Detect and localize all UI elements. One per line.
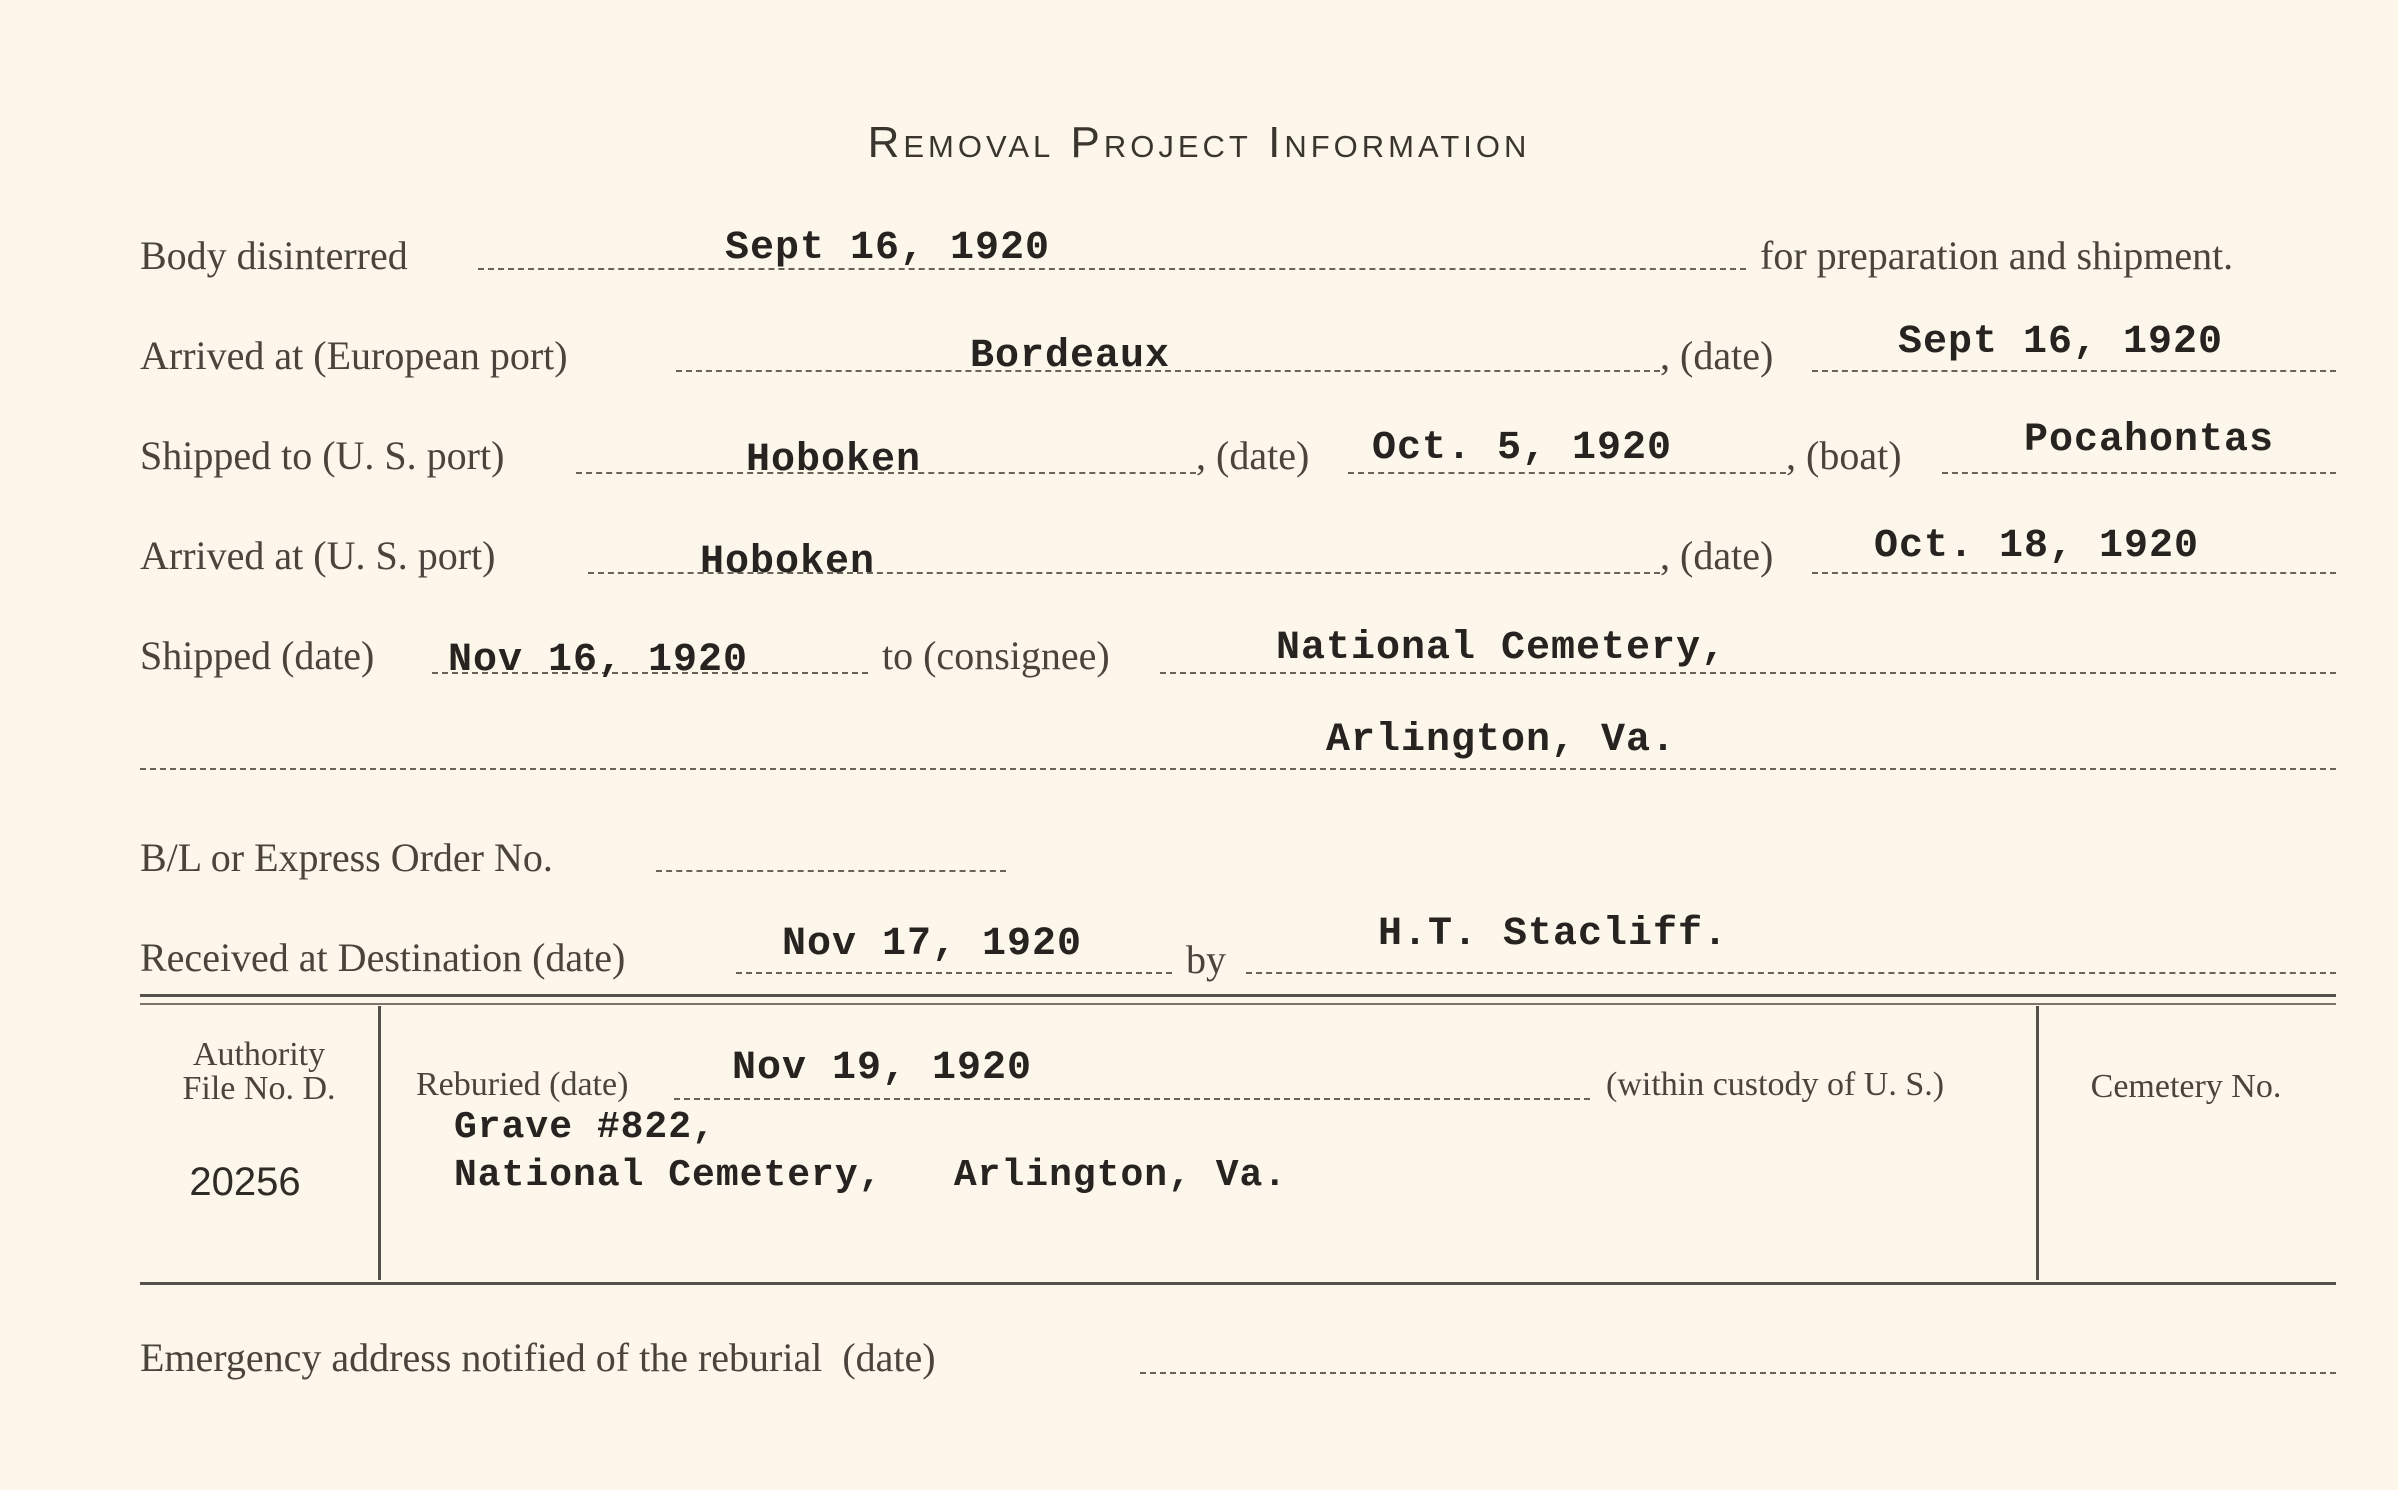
grave-number: Grave #822, [454,1106,716,1149]
arrived-us-port: Hoboken [700,540,876,585]
shipped-us-boat-line [1942,472,2336,474]
custody-label: (within custody of U. S.) [1606,1066,1945,1103]
received-by-line [1246,972,2336,974]
disinterred-label: Body disinterred [140,233,408,278]
arrived-europe-label: Arrived at (European port) [140,333,568,378]
consignee-line [1160,672,2336,674]
emergency-label: Emergency address notified of the reburial (date) [140,1335,936,1380]
received-date: Nov 17, 1920 [782,922,1083,967]
box-top-rule-inner [140,1003,2336,1005]
arrived-us-date: Oct. 18, 1920 [1874,524,2200,569]
received-by-label: by [1186,937,1226,982]
received-label: Received at Destination (date) [140,935,626,980]
reburied-label: Reburied (date) [416,1066,629,1103]
box-divider-right [2036,1006,2039,1280]
box-bottom-rule [140,1282,2336,1285]
authority-label-1: Authority [192,1036,326,1073]
arrived-europe-date: Sept 16, 1920 [1898,320,2224,365]
grave-location: National Cemetery, Arlington, Va. [454,1154,1288,1197]
shipped-us-boat: Pocahontas [2024,418,2275,463]
consignee-line-2 [140,768,2336,770]
reburied-date: Nov 19, 1920 [732,1046,1033,1091]
cemetery-no-label: Cemetery No. [2090,1068,2282,1105]
shipped-date: Nov 16, 1920 [448,638,749,683]
consignee-name: National Cemetery, [1276,626,1727,671]
shipped-us-boat-label: , (boat) [1786,433,1902,478]
authority-file-number: 20256 [189,1160,301,1204]
box-divider-left [378,1006,381,1280]
shipped-us-port: Hoboken [746,438,922,483]
bl-line [656,870,1006,872]
received-by: H.T. Stacliff. [1378,912,1729,957]
shipped-label: Shipped (date) [140,633,375,678]
arrived-us-label: Arrived at (U. S. port) [140,533,496,578]
arrived-us-date-line [1812,572,2336,574]
shipped-us-date-line [1348,472,1786,474]
reburied-line [674,1098,1590,1100]
consignee-location: Arlington, Va. [1326,718,1677,763]
shipped-us-date: Oct. 5, 1920 [1372,426,1673,471]
shipped-us-date-label: , (date) [1196,433,1310,478]
consignee-label: to (consignee) [882,633,1110,678]
arrived-europe-date-label: , (date) [1660,333,1774,378]
box-top-rule [140,994,2336,997]
disinterred-suffix: for preparation and shipment. [1760,233,2234,278]
card-title: Removal Project Information [867,118,1531,167]
arrived-europe-port: Bordeaux [970,334,1171,379]
shipped-us-label: Shipped to (U. S. port) [140,433,505,478]
authority-label-2: File No. D. [182,1070,336,1107]
emergency-line [1140,1372,2336,1374]
received-date-line [736,972,1172,974]
bl-label: B/L or Express Order No. [140,835,553,880]
disinterred-date: Sept 16, 1920 [725,226,1051,271]
arrived-europe-date-line [1812,370,2336,372]
disinterred-line [478,268,1746,270]
arrived-us-date-label: , (date) [1660,533,1774,578]
